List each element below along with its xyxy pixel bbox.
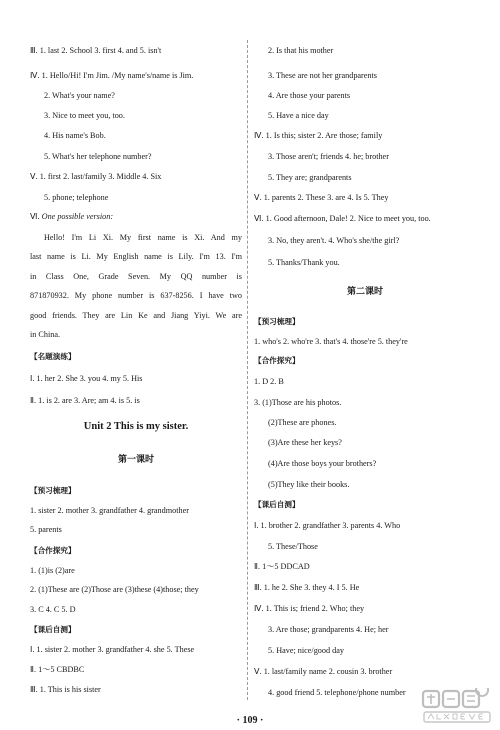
answer-line: 5. What's her telephone number?	[44, 152, 152, 161]
page-number: · 109 ·	[236, 715, 264, 726]
answer-line: (4)Are those boys your brothers?	[268, 459, 377, 468]
answer-line: 2. (1)These are (2)Those are (3)these (4)those; they	[30, 585, 199, 594]
answer-line: Ⅱ. 1～5 CBDBC	[30, 665, 85, 674]
sample-essay	[30, 233, 242, 349]
sample-essay-label: One possible version:	[41, 212, 114, 221]
answer-line: Ⅰ. 1. sister 2. mother 3. grandfather 4. she 5. These	[30, 645, 195, 654]
answer-line: 5. parents	[30, 525, 62, 534]
answer-line: (3)Are these her keys?	[268, 438, 342, 447]
column-divider	[247, 40, 248, 700]
answer-line: (2)These are phones.	[268, 418, 337, 427]
essay-line: in Class One, Grade Seven. My QQ number is	[30, 271, 242, 281]
answer-line: (5)They like their books.	[268, 480, 350, 489]
answer-line: Ⅳ. 1. This is; friend 2. Who; they	[254, 604, 365, 613]
essay-line: in China.	[30, 329, 61, 339]
answer-line: 4. good friend 5. telephone/phone number	[268, 688, 406, 697]
answer-line: Ⅳ. 1. Hello/Hi! I'm Jim. /My name's/name is Jim.	[30, 71, 194, 80]
section-heading: 【课后自测】	[254, 500, 300, 509]
essay-line: last name is Li. My English name is Lily. I'm 13. I'm	[30, 252, 242, 262]
answer-line: 1. sister 2. mother 3. grandfather 4. grandmother	[30, 506, 189, 515]
answer-line: 5. These/Those	[268, 542, 318, 551]
section-heading: 【名题演练】	[30, 352, 76, 361]
answer-line: Ⅰ. 1. brother 2. grandfather 3. parents 4. Who	[254, 521, 401, 530]
answer-line: 5. Have; nice/good day	[268, 646, 344, 655]
answer-line: Ⅵ. 1. Good afternoon, Dale! 2. Nice to meet you, too.	[254, 214, 431, 223]
answer-line: 5. Thanks/Thank you.	[268, 258, 340, 267]
answer-line: 2. What's your name?	[44, 91, 115, 100]
answer-line: Ⅴ. 1. parents 2. These 3. are 4. Is 5. They	[254, 193, 389, 202]
answer-line: Ⅲ. 1. This is his sister	[30, 685, 101, 694]
answer-line: Ⅴ. 1. last/family name 2. cousin 3. brother	[254, 667, 393, 676]
essay-line: 871870932. My phone number is 637-8256. I have two	[30, 291, 242, 301]
answer-line: Ⅱ. 1～5 DDCAD	[254, 562, 310, 571]
section-heading: 【预习梳理】	[30, 486, 76, 495]
answer-site-watermark-icon	[420, 688, 494, 726]
answer-line: 3. These are not her grandparents	[268, 71, 377, 80]
section-heading: 【预习梳理】	[254, 317, 300, 326]
unit-title: Unit 2 This is my sister.	[83, 421, 189, 432]
answer-line: 4. His name's Bob.	[44, 131, 106, 140]
answer-line: 1. who's 2. who're 3. that's 4. those're 5. they're	[254, 337, 408, 346]
answer-line: 5. They are; grandparents	[268, 173, 352, 182]
answer-line: 3. C 4. C 5. D	[30, 605, 76, 614]
answer-line: 1. D 2. B	[254, 377, 284, 386]
answer-line: Ⅲ. 1. last 2. School 3. first 4. and 5. isn't	[30, 46, 162, 55]
answer-line: Ⅴ. 1. first 2. last/family 3. Middle 4. Six	[30, 172, 162, 181]
essay-line: Hello! I'm Li Xi. My first name is Xi. And my	[44, 233, 242, 242]
answer-line: 1. (1)is (2)are	[30, 566, 75, 575]
answer-line: 3. Those aren't; friends 4. he; brother	[268, 152, 389, 161]
section-heading: 【课后自测】	[30, 625, 76, 634]
answer-line: 5. Have a nice day	[268, 111, 329, 120]
lesson-title: 第一课时	[117, 454, 154, 464]
answer-line: 3. No, they aren't. 4. Who's she/the girl?	[268, 236, 400, 245]
essay-line: good friends. They are Lin Ke and Jiang Yiyi. We are	[30, 310, 242, 320]
answer-line: 3. Are those; grandparents 4. He; her	[268, 625, 389, 634]
answer-line: Ⅳ. 1. Is this; sister 2. Are those; family	[254, 131, 383, 140]
answer-line: Ⅱ. 1. is 2. are 3. Are; am 4. is 5. is	[30, 396, 140, 405]
answer-line: 2. Is that his mother	[268, 46, 334, 55]
answer-line: 3. Nice to meet you, too.	[44, 111, 125, 120]
section-heading: 【合作探究】	[30, 546, 76, 555]
sample-essay-heading	[30, 212, 113, 222]
answer-line: 4. Are those your parents	[268, 91, 351, 100]
lesson-title: 第二课时	[346, 286, 383, 296]
answer-line: Ⅲ. 1. he 2. She 3. they 4. I 5. He	[254, 583, 360, 592]
answer-line: 5. phone; telephone	[44, 193, 109, 202]
section-heading: 【合作探究】	[254, 356, 300, 365]
section-numeral: Ⅵ.	[30, 212, 40, 221]
answer-line: Ⅰ. 1. her 2. She 3. you 4. my 5. His	[30, 374, 143, 383]
answer-line: 3. (1)Those are his photos.	[254, 398, 342, 407]
